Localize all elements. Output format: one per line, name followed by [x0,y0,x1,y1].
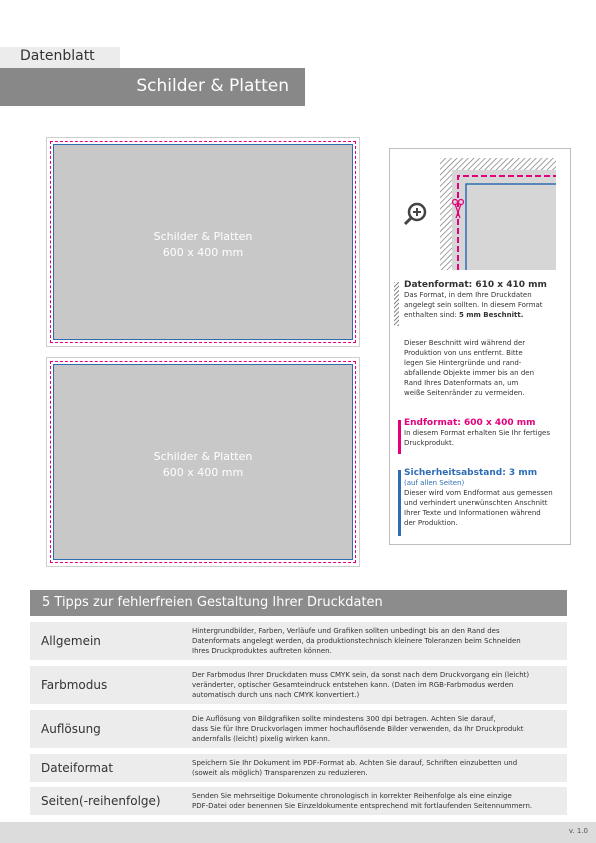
artboard-1 [46,137,360,347]
tip-text: Speichern Sie Ihr Dokument im PDF-Format ab. Achten Sie darauf, Schriften einzubetten und (soweit als möglich) Transparenzen zu reduzieren. [192,759,518,777]
endformat-block [394,418,566,456]
artboard-title: Schilder & Platten [153,450,253,463]
datenformat-text-2: angelegt sein sollten. In diesem Format [404,301,543,309]
zoom-in-icon [405,204,425,224]
tip-row-dateiformat [30,754,567,782]
tip-name: Allgemein [41,634,101,648]
artboard-size: 600 x 400 mm [162,466,244,479]
datenformat-text-1: Das Format, in dem Ihre Druckdaten [404,291,532,299]
tip-text: Der Farbmodus Ihrer Druckdaten muss CMYK sein, da sonst nach dem Druckvorgang ein (leicht) veränderter, optischer Gesamteindruck entstehen kann. (Daten im RGB-Farbmodus werden automatisch durch uns nach CMYK konvertiert.) [192,671,530,699]
artboard-title: Schilder & Platten [153,230,253,243]
tips-heading-band [30,590,567,616]
format-diagram [400,158,556,270]
tip-row-seitenreihenfolge [30,787,567,815]
tip-row-allgemein [30,622,567,660]
page-title: Schilder & Platten [136,76,289,96]
safe-area [53,364,353,560]
tip-name: Seiten(-reihenfolge) [41,794,161,808]
datenblatt-tab [0,47,120,69]
tip-text: Senden Sie mehrseitige Dokumente chronologisch in korrekter Reihenfolge als eine einzige PDF-Datei oder benennen Sie Einzeldokumente entsprechend mit fortlaufenden Seitennummern. [192,792,533,810]
version-label: v. 1.0 [568,827,588,835]
sicherheit-block [394,468,566,538]
sicherheit-title: Sicherheitsabstand: 3 mm [404,468,538,478]
header-band [0,68,305,106]
endformat-text-1: In diesem Format erhalten Sie Ihr fertiges [404,429,551,437]
artboard-2 [46,357,360,567]
sicherheit-text-3: Ihrer Texte und Informationen während [404,509,541,517]
sicherheit-text-1: Dieser wird vom Endformat aus gemessen [404,489,553,497]
safe-area [53,144,353,340]
tip-name: Farbmodus [41,678,108,692]
tip-name: Dateiformat [41,761,114,775]
tip-text: Hintergrundbilder, Farben, Verläufe und Grafiken sollten unbedingt bis an den Rand des Datenformats angelegt werden, da produktionstechnisch kleinere Toleranzen beim Schneiden Ihres Druckproduktes auftreten können. [192,627,521,655]
tip-row-farbmodus [30,666,567,704]
endformat-title: Endformat: 600 x 400 mm [404,418,536,428]
tip-name: Auflösung [41,722,101,736]
sicherheit-sub: (auf allen Seiten) [404,479,465,487]
footer-band [0,822,596,843]
datenformat-title: Datenformat: 610 x 410 mm [404,280,547,290]
sicherheit-text-2: und verhindert unerwünschten Anschnitt [404,499,548,507]
tips-heading: 5 Tipps zur fehlerfreien Gestaltung Ihrer Druckdaten [42,595,383,610]
tip-row-aufloesung [30,710,567,748]
datenformat-text-3: enthalten sind: 5 mm Beschnitt. [404,311,524,319]
sicherheit-text-4: der Produktion. [404,519,458,527]
endformat-text-2: Druckprodukt. [404,439,454,447]
beschnitt-text: Dieser Beschnitt wird während der Produktion von uns entfernt. Bitte legen Sie Hintergründe und rand- abfallende Objekte immer bis an den Rand Ihres Datenformats an, um weiße Seitenränder zu vermeiden. [404,339,535,397]
datenformat-block [394,280,566,328]
artboard-size: 600 x 400 mm [162,246,244,259]
datenblatt-label: Datenblatt [20,48,95,64]
tip-text: Die Auflösung von Bildgrafiken sollte mindestens 300 dpi betragen. Achten Sie darauf, dass Sie für Ihre Druckvorlagen immer hochauflösende Bilder verwenden, da Ihr Druckprodukt andernfalls (leicht) pixelig wirken kann. [192,715,524,743]
